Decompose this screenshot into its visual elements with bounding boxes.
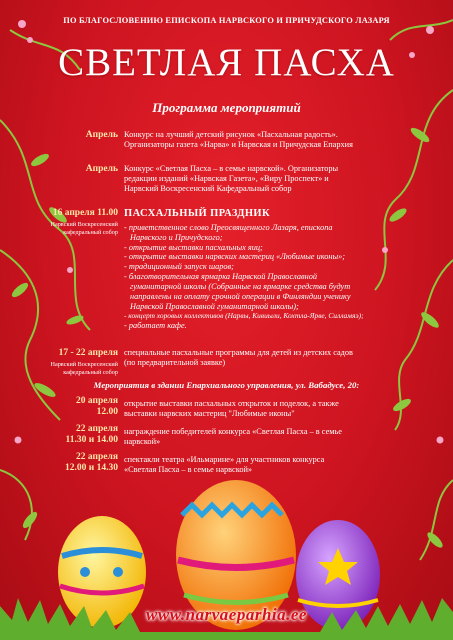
event-april-drawing-contest <box>0 130 453 154</box>
children-line: (по предварительной заявке) <box>124 357 226 367</box>
festival-line: - благотворительная ярмарка Нарвской Православной <box>124 272 318 282</box>
eparchy-event-date <box>20 452 118 475</box>
festival-line: гуманитарной школы (Собранные на ярмарке средства будут <box>130 282 351 292</box>
page-title: СВЕТЛАЯ ПАСХА <box>58 41 395 84</box>
eparchy-event-line: «Светлая Пасха – в семье нарвской» <box>124 464 253 474</box>
festival-line: - традиционный запуск шаров; <box>124 262 234 272</box>
festival-line: Нарвской Православной гуманитарной школы); <box>130 302 299 312</box>
eparchy-event-description <box>124 455 324 475</box>
eparchy-event-line: нарвской» <box>124 436 161 446</box>
blessing-line: ПО БЛАГОСЛОВЕНИЮ ЕПИСКОПА НАРВСКОГО И ПРИЧУДСКОГО ЛАЗАРЯ <box>63 16 390 25</box>
event-line: Нарвский Воскресенский Кафедральный собор <box>124 183 292 193</box>
eparchy-event-line: выставки нарвских мастериц "Любимые иконы" <box>124 408 295 418</box>
eparchy-event-date-text: 22 апреля <box>76 424 118 434</box>
festival-program <box>124 208 364 331</box>
eparchy-event-description <box>124 427 342 447</box>
children-place-line: Нарвский Воскресенский <box>50 361 118 369</box>
program-subtitle: Программа мероприятий <box>152 100 301 115</box>
festival-place-line: кафедральный собор <box>63 229 118 237</box>
eparchy-event-date <box>30 396 118 419</box>
eparchy-event <box>0 424 453 448</box>
event-line: Конкурс «Светлая Пасха – в семье нарвской». Организаторы <box>124 164 339 173</box>
children-description <box>124 348 353 368</box>
festival-line: - концерт хоровых коллективов (Нарвы, Кивиыли, Кохтла-Ярве, Силламяэ); <box>124 311 364 321</box>
eparchy-event-line: награждение победителей конкурса «Светлая Пасха – в семье <box>124 427 342 436</box>
event-description <box>124 130 353 150</box>
event-date: Апрель <box>85 130 118 140</box>
festival-date-text: 16 апреля 11.00 <box>52 208 118 218</box>
event-line: редакции изданий «Нарвская Газета», «Виру Проспект» и <box>124 173 329 183</box>
eparchy-event-time: 11.30 и 14.00 <box>65 435 118 446</box>
event-children-programs <box>0 348 453 376</box>
event-description <box>124 164 338 194</box>
eparchy-event-line: спектакли театра «Ильмарине» для участников конкурса <box>124 455 325 464</box>
eparchy-heading: Мероприятия в здании Епархиального управления, ул. Вабадусе, 20: <box>93 380 360 390</box>
festival-heading: ПАСХАЛЬНЫЙ ПРАЗДНИК <box>124 208 270 219</box>
children-date <box>10 348 118 377</box>
festival-place-line: Нарвский Воскресенский <box>50 221 118 229</box>
children-line: специальные пасхальные программы для детей из детских садов <box>124 348 353 357</box>
festival-line: направлены на оплату срочной операции в Финляндии ученику <box>130 292 351 302</box>
festival-date <box>10 208 118 237</box>
festival-line: - открытие выставки пасхальных яиц; <box>124 242 263 252</box>
festival-line: - открытие выставки нарвских мастериц «Любимые иконы»; <box>124 252 346 262</box>
event-line: Конкурс на лучший детский рисунок «Пасхальная радость». <box>124 130 338 139</box>
website-link[interactable]: www.narvaeparhia.ee <box>146 605 307 624</box>
eparchy-event-time: 12.00 и 14.30 <box>65 463 118 474</box>
event-line: Организаторы газета «Нарва» и Нарвская и Причудская Епархия <box>124 139 353 149</box>
eparchy-event-date-text: 22 апреля <box>76 452 118 462</box>
children-date-text: 17 - 22 апреля <box>58 348 118 358</box>
event-april-family-contest <box>0 164 453 198</box>
festival-line: - приветственное слово Преосвященного Лазаря, епископа <box>124 222 333 232</box>
children-place-line: кафедральный собор <box>63 369 118 377</box>
children-place <box>10 361 118 377</box>
festival-line: Нарвского и Причудского; <box>130 232 223 242</box>
festival-line: - работает кафе. <box>124 321 187 331</box>
event-date: Апрель <box>85 164 118 174</box>
eparchy-event <box>0 452 453 476</box>
eparchy-event-time: 12.00 <box>96 407 118 418</box>
eparchy-event <box>0 396 453 420</box>
eparchy-event-date <box>20 424 118 447</box>
festival-place <box>10 221 118 237</box>
eparchy-event-description <box>124 399 339 419</box>
eparchy-event-line: открытие выставки пасхальных открыток и поделок, а также <box>124 399 339 408</box>
event-easter-festival <box>0 208 453 344</box>
eparchy-event-date-text: 20 апреля <box>76 396 118 406</box>
